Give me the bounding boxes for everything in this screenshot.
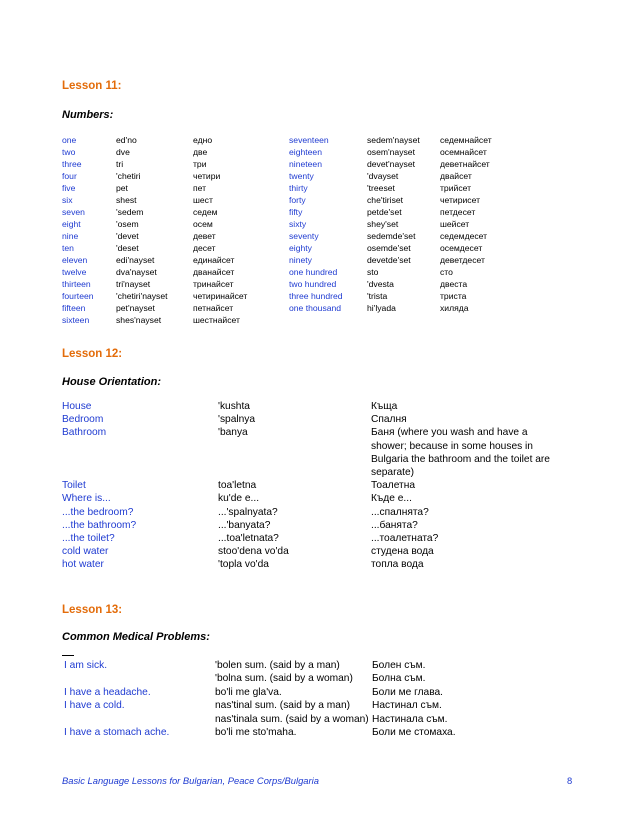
- transliteration: 'banya: [218, 427, 248, 439]
- english-number: thirteen: [62, 279, 91, 289]
- english-phrase: [62, 672, 215, 685]
- bulgarian-number-2: седемнайсет: [440, 135, 492, 145]
- bulgarian-number-2: триста: [440, 291, 467, 301]
- english-term: Toilet: [62, 480, 86, 492]
- transliteration-2: hi'lyada: [367, 303, 396, 313]
- bulgarian-number: девет: [193, 231, 216, 241]
- transliteration-2: 'dvayset: [367, 171, 399, 181]
- english-number-2: seventeen: [289, 135, 329, 145]
- number-row: [62, 170, 512, 182]
- bulgarian-number-2: седемдесет: [440, 231, 488, 241]
- english-term: Bathroom: [62, 427, 107, 439]
- bulgarian-number: тринайсет: [193, 279, 234, 289]
- english-number: sixteen: [62, 315, 90, 325]
- english-phrase: [62, 713, 215, 726]
- english-number: twelve: [62, 267, 87, 277]
- english-number: ten: [62, 243, 74, 253]
- bulgarian-term: Къща: [371, 401, 398, 412]
- english-number-2: fifty: [289, 207, 303, 217]
- english-number: four: [62, 171, 77, 181]
- english-number: eight: [62, 219, 81, 229]
- bulgarian-term: топла вода: [371, 559, 424, 571]
- transliteration: ed'no: [116, 135, 137, 145]
- english-number-2: one thousand: [289, 303, 342, 313]
- transliteration: tri: [116, 159, 124, 169]
- transliteration: ...'spalnyata?: [218, 506, 278, 518]
- bulgarian-phrase: Настинал съм.: [372, 700, 442, 712]
- english-number-2: eighty: [289, 243, 312, 253]
- lesson-13-subtitle: Common Medical Problems:: [62, 631, 210, 643]
- transliteration-2: devet'nayset: [367, 159, 415, 169]
- bulgarian-number: едно: [193, 135, 213, 145]
- transliteration: pet'nayset: [116, 303, 155, 313]
- transliteration-2: petde'set: [367, 207, 402, 217]
- number-row: [62, 290, 512, 302]
- bulgarian-number: пет: [193, 183, 207, 193]
- lesson-11-subtitle: Numbers:: [62, 109, 114, 121]
- house-row: [62, 479, 562, 492]
- bulgarian-term: Тоалетна: [371, 480, 415, 492]
- transliteration-2: sto: [367, 267, 379, 277]
- english-number: one: [62, 135, 77, 145]
- english-term: ...the bathroom?: [62, 519, 137, 531]
- english-term: cold water: [62, 546, 109, 558]
- english-phrase: I have a stomach ache.: [64, 727, 170, 739]
- medical-row: [62, 672, 572, 685]
- bulgarian-number: петнайсет: [193, 303, 234, 313]
- english-number: seven: [62, 207, 85, 217]
- english-number: six: [62, 195, 73, 205]
- transliteration-2: che'tiriset: [367, 195, 404, 205]
- english-number-2: forty: [289, 195, 306, 205]
- bulgarian-number: две: [193, 147, 208, 157]
- house-row: [62, 426, 562, 479]
- number-row: [62, 230, 512, 242]
- english-number-2: seventy: [289, 231, 319, 241]
- english-term: ...the toilet?: [62, 533, 115, 545]
- bulgarian-number-2: сто: [440, 267, 453, 277]
- bulgarian-number: три: [193, 159, 207, 169]
- english-number: fourteen: [62, 291, 94, 301]
- bulgarian-number: четири: [193, 171, 221, 181]
- number-row: [62, 194, 512, 206]
- english-number-2: sixty: [289, 219, 307, 229]
- bulgarian-phrase: Настинала съм.: [372, 713, 448, 725]
- house-row: [62, 492, 562, 505]
- transliteration: dve: [116, 147, 130, 157]
- transliteration: 'osem: [116, 219, 139, 229]
- transliteration: toa'letna: [218, 480, 257, 492]
- english-term: House: [62, 401, 92, 412]
- bulgarian-number-2: осемдесет: [440, 243, 483, 253]
- bulgarian-number-2: двайсет: [440, 171, 472, 181]
- bulgarian-number: четиринайсет: [193, 291, 248, 301]
- medical-row: [62, 699, 572, 712]
- lesson-12-subtitle: House Orientation:: [62, 376, 162, 388]
- english-number: eleven: [62, 255, 88, 265]
- english-number-2: ninety: [289, 255, 312, 265]
- transliteration: 'chetiri: [116, 171, 141, 181]
- bulgarian-term: ...спалнята?: [371, 506, 429, 518]
- number-row: [62, 218, 512, 230]
- transliteration: tri'nayset: [116, 279, 151, 289]
- english-number-2: three hundred: [289, 291, 343, 301]
- house-row: [62, 506, 562, 519]
- transliteration: 'chetiri'nayset: [116, 291, 168, 301]
- bulgarian-phrase: Боли ме глава.: [372, 686, 443, 698]
- house-row: [62, 400, 562, 413]
- english-number: fifteen: [62, 303, 86, 313]
- transliteration: 'bolna sum. (said by a woman): [215, 673, 353, 685]
- bulgarian-number: единайсет: [193, 255, 235, 265]
- transliteration: bo'li me gla'va.: [215, 686, 282, 698]
- english-number-2: eighteen: [289, 147, 322, 157]
- bulgarian-phrase: Болен съм.: [372, 660, 426, 671]
- transliteration: ...toa'letnata?: [218, 533, 279, 545]
- medical-row: [62, 659, 572, 672]
- number-row: [62, 146, 512, 158]
- transliteration: nas'tinala sum. (said by a woman): [215, 713, 369, 725]
- transliteration: ku'de e...: [218, 493, 260, 505]
- house-row: [62, 545, 562, 558]
- english-phrase: I have a cold.: [64, 700, 125, 712]
- english-number: three: [62, 159, 82, 169]
- page-number: 8: [567, 775, 573, 786]
- bulgarian-number: осем: [193, 219, 213, 229]
- number-row: [62, 182, 512, 194]
- house-row: [62, 558, 562, 571]
- lesson-11-title: Lesson 11:: [62, 80, 122, 92]
- transliteration: pet: [116, 183, 128, 193]
- bulgarian-number: седем: [193, 207, 218, 217]
- bulgarian-number-2: шейсет: [440, 219, 470, 229]
- bulgarian-number-2: осемнайсет: [440, 147, 487, 157]
- bulgarian-number-2: четирисет: [440, 195, 481, 205]
- english-number: nine: [62, 231, 79, 241]
- transliteration-2: shey'set: [367, 219, 399, 229]
- number-row: [62, 278, 512, 290]
- transliteration: 'spalnya: [218, 414, 256, 426]
- transliteration-2: devetde'set: [367, 255, 411, 265]
- transliteration: shes'nayset: [116, 315, 162, 325]
- english-number-2: twenty: [289, 171, 314, 181]
- transliteration: 'sedem: [116, 207, 144, 217]
- transliteration: dva'nayset: [116, 267, 157, 277]
- number-row: [62, 158, 512, 170]
- number-row: [62, 302, 512, 314]
- footer-text: Basic Language Lessons for Bulgarian, Peace Corps/Bulgaria: [62, 775, 319, 786]
- bulgarian-term: Баня (where you wash and have a shower; because in some houses in Bulgaria the bathroom and the toilet are separate): [371, 427, 550, 479]
- english-phrase: I have a headache.: [64, 686, 151, 698]
- house-row: [62, 413, 562, 426]
- transliteration: stoo'dena vo'da: [218, 546, 289, 558]
- bulgarian-number: десет: [193, 243, 216, 253]
- number-row: [62, 134, 512, 146]
- transliteration: 'kushta: [218, 401, 250, 412]
- bulgarian-phrase: Болна съм.: [372, 673, 426, 685]
- english-term: Bedroom: [62, 414, 104, 426]
- english-number-2: nineteen: [289, 159, 322, 169]
- bulgarian-term: ...банята?: [371, 519, 418, 531]
- english-term: Where is...: [62, 493, 111, 505]
- bulgarian-term: ...тоалетната?: [371, 533, 439, 545]
- transliteration-2: sedemde'set: [367, 231, 416, 241]
- english-number: five: [62, 183, 76, 193]
- english-number: two: [62, 147, 76, 157]
- bulgarian-number-2: трийсет: [440, 183, 472, 193]
- bulgarian-number-2: двеста: [440, 279, 468, 289]
- bulgarian-term: студена вода: [371, 546, 434, 558]
- transliteration-2: 'treeset: [367, 183, 395, 193]
- table-divider: [62, 655, 74, 656]
- number-row: [62, 314, 512, 326]
- house-orientation-table: [62, 400, 562, 572]
- english-number-2: one hundred: [289, 267, 338, 277]
- transliteration-2: sedem'nayset: [367, 135, 420, 145]
- transliteration: shest: [116, 195, 137, 205]
- transliteration-2: osemde'set: [367, 243, 411, 253]
- transliteration: ...'banyata?: [218, 519, 271, 531]
- english-term: ...the bedroom?: [62, 506, 134, 518]
- transliteration: 'topla vo'da: [218, 559, 269, 571]
- transliteration: nas'tinal sum. (said by a man): [215, 700, 351, 712]
- bulgarian-number-2: петдесет: [440, 207, 476, 217]
- bulgarian-number: дванайсет: [193, 267, 235, 277]
- transliteration: edi'nayset: [116, 255, 155, 265]
- english-phrase: I am sick.: [64, 660, 108, 671]
- medical-problems-table: [62, 659, 572, 739]
- medical-row: [62, 686, 572, 699]
- bulgarian-phrase: Боли ме стомаха.: [372, 727, 456, 739]
- transliteration-2: 'trista: [367, 291, 388, 301]
- bulgarian-number-2: хиляда: [440, 303, 469, 313]
- bulgarian-number-2: деветдесет: [440, 255, 485, 265]
- english-term: hot water: [62, 559, 104, 571]
- transliteration: 'devet: [116, 231, 139, 241]
- number-row: [62, 242, 512, 254]
- bulgarian-term: Къде е...: [371, 493, 412, 505]
- transliteration-2: 'dvesta: [367, 279, 394, 289]
- numbers-table: [62, 134, 512, 326]
- transliteration: 'deset: [116, 243, 139, 253]
- transliteration: bo'li me sto'maha.: [215, 727, 297, 739]
- bulgarian-number: шестнайсет: [193, 315, 240, 325]
- medical-row: [62, 713, 572, 726]
- transliteration: 'bolen sum. (said by a man): [215, 660, 340, 671]
- transliteration-2: osem'nayset: [367, 147, 415, 157]
- medical-row: [62, 726, 572, 739]
- lesson-12-title: Lesson 12:: [62, 348, 123, 360]
- number-row: [62, 206, 512, 218]
- english-number-2: two hundred: [289, 279, 337, 289]
- house-row: [62, 519, 562, 532]
- bulgarian-number: шест: [193, 195, 213, 205]
- bulgarian-number-2: деветнайсет: [440, 159, 490, 169]
- number-row: [62, 266, 512, 278]
- english-number-2: thirty: [289, 183, 308, 193]
- lesson-13-title: Lesson 13:: [62, 604, 123, 616]
- house-row: [62, 532, 562, 545]
- bulgarian-term: Спалня: [371, 414, 407, 426]
- number-row: [62, 254, 512, 266]
